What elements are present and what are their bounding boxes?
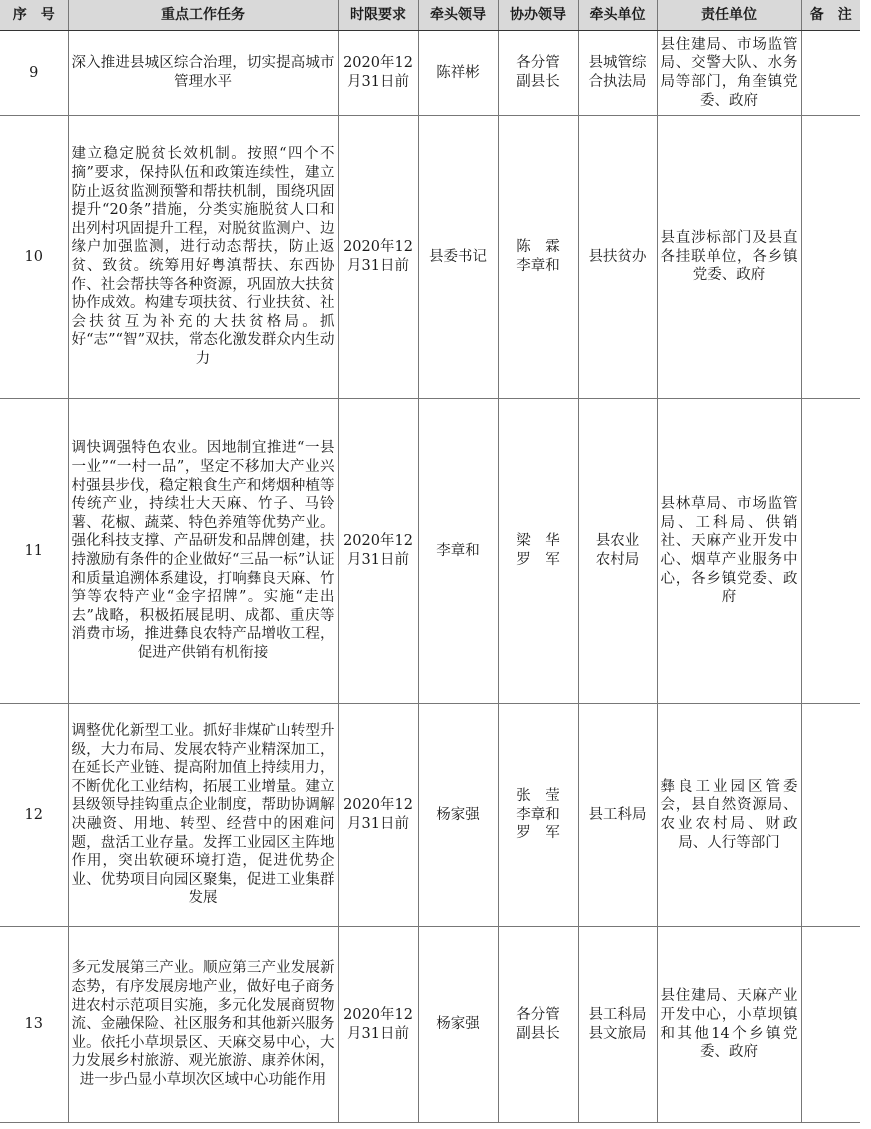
assist-cell xyxy=(498,399,578,704)
assist-line: 副县长 xyxy=(516,1025,560,1042)
deadline-cell xyxy=(338,704,418,927)
deadline-line: 2020年12 xyxy=(343,1006,413,1023)
deadline-line: 2020年12 xyxy=(343,55,413,72)
remark-cell xyxy=(801,116,860,399)
lead-unit-line: 农村局 xyxy=(595,552,640,568)
deadline-line: 月31日前 xyxy=(347,74,409,90)
deadline-line: 2020年12 xyxy=(343,797,413,814)
assist-line: 副县长 xyxy=(516,74,560,90)
assist-line: 陈 霖 xyxy=(516,239,560,256)
assist-cell xyxy=(498,704,578,927)
assist-line: 各分管 xyxy=(516,1006,560,1023)
task-cell: 深入推进县城区综合治理，切实提高城市管理水平 xyxy=(68,31,338,116)
lead-unit-cell xyxy=(578,927,657,1123)
resp-unit-cell: 县林草局、市场监管局、工科局、供销社、天麻产业开发中心、烟草产业服务中心，各乡镇党委、政府 xyxy=(657,399,801,704)
deadline-cell xyxy=(338,399,418,704)
resp-unit-cell: 县住建局、天麻产业开发中心，小草坝镇和其他14个乡镇党委、政府 xyxy=(657,927,801,1123)
lead-cell: 李章和 xyxy=(418,399,498,704)
table-row xyxy=(0,31,860,116)
seq-cell: 9 xyxy=(0,31,68,116)
assist-line: 李章和 xyxy=(516,806,560,823)
lead-unit-line: 县扶贫办 xyxy=(588,248,647,265)
deadline-line: 月31日前 xyxy=(347,258,409,274)
table-row xyxy=(0,399,860,704)
assist-line: 梁 华 xyxy=(516,533,560,550)
deadline-cell xyxy=(338,31,418,116)
lead-unit-cell xyxy=(578,704,657,927)
table-header-row xyxy=(0,0,860,31)
lead-unit-cell xyxy=(578,31,657,116)
lead-unit-cell xyxy=(578,116,657,399)
remark-cell xyxy=(801,927,860,1123)
header-task: 重点工作任务 xyxy=(68,0,338,31)
task-cell: 调快调强特色农业。因地制宜推进“一县一业”“一村一品”，坚定不移加大产业兴村强县步伐，稳定粮食生产和烤烟种植等传统产业，持续壮大天麻、竹子、马铃薯、花椒、蔬菜、特色养殖等优势产业。强化科技支撑、产品研发和品牌创建，扶持激励有条件的企业做好“三品一标”认证和质量追溯体系建设，打响彝良天麻、竹笋等农特产业“金字招牌”。实施“走出去”战略，积极拓展昆明、成都、重庆等消费市场，推进彝良农特产品增收工程，促进产供销有机衔接 xyxy=(68,399,338,704)
seq-cell: 10 xyxy=(0,116,68,399)
lead-unit-line: 合执法局 xyxy=(588,74,647,90)
assist-line: 罗 军 xyxy=(516,825,560,842)
lead-unit-line: 县工科局 xyxy=(588,806,647,823)
header-remark: 备 注 xyxy=(801,0,860,31)
deadline-line: 月31日前 xyxy=(347,552,409,568)
header-assist: 协办领导 xyxy=(498,0,578,31)
header-resp-unit: 责任单位 xyxy=(657,0,801,31)
task-cell: 建立稳定脱贫长效机制。按照“四个不摘”要求，保持队伍和政策连续性，建立防止返贫监测预警和帮扶机制，围绕巩固提升“20条”措施，分类实施脱贫人口和出列村巩固提升工程，对脱贫监测户、边缘户加强监测，进行动态帮扶，防止返贫、致贫。统筹用好粤滇帮扶、东西协作、社会帮扶等各种资源，巩固放大扶贫协作成效。构建专项扶贫、行业扶贫、社会扶贫互为补充的大扶贫格局。抓好“志”“智”双扶，常态化激发群众内生动力 xyxy=(68,116,338,399)
header-lead-unit: 牵头单位 xyxy=(578,0,657,31)
assist-cell xyxy=(498,927,578,1123)
deadline-cell xyxy=(338,927,418,1123)
header-seq: 序 号 xyxy=(0,0,68,31)
assist-line: 罗 军 xyxy=(516,552,560,568)
lead-cell: 县委书记 xyxy=(418,116,498,399)
lead-unit-line: 县工科局 xyxy=(588,1006,647,1023)
deadline-cell xyxy=(338,116,418,399)
deadline-line: 2020年12 xyxy=(343,533,413,550)
lead-unit-line: 县文旅局 xyxy=(588,1025,647,1042)
header-deadline: 时限要求 xyxy=(338,0,418,31)
resp-unit-cell: 县住建局、市场监管局、交警大队、水务局等部门，角奎镇党委、政府 xyxy=(657,31,801,116)
assist-line: 各分管 xyxy=(516,55,560,72)
assist-line: 李章和 xyxy=(516,258,560,274)
lead-cell: 杨家强 xyxy=(418,704,498,927)
task-cell: 调整优化新型工业。抓好非煤矿山转型升级，大力布局、发展农特产业精深加工，在延长产业链、提高附加值上持续用力，不断优化工业结构，拓展工业增量。建立县级领导挂钩重点企业制度，帮助协调解决融资、用地、转型、经营中的困难问题，盘活工业存量。发挥工业园区主阵地作用，突出软硬环境打造，促进优势企业、优势项目向园区聚集，促进工业集群发展 xyxy=(68,704,338,927)
deadline-line: 月31日前 xyxy=(347,1025,409,1042)
task-cell: 多元发展第三产业。顺应第三产业发展新态势，有序发展房地产业，做好电子商务进农村示范项目实施，多元化发展商贸物流、金融保险、社区服务和其他新兴服务业。依托小草坝景区、天麻交易中心，大力发展乡村旅游、观光旅游、康养休闲，进一步凸显小草坝次区域中心功能作用 xyxy=(68,927,338,1123)
table-row xyxy=(0,704,860,927)
header-lead: 牵头领导 xyxy=(418,0,498,31)
assist-line: 张 莹 xyxy=(516,788,560,805)
lead-cell: 杨家强 xyxy=(418,927,498,1123)
remark-cell xyxy=(801,704,860,927)
lead-cell: 陈祥彬 xyxy=(418,31,498,116)
remark-cell xyxy=(801,31,860,116)
resp-unit-cell: 县直涉标部门及县直各挂联单位，各乡镇党委、政府 xyxy=(657,116,801,399)
lead-unit-line: 县城管综 xyxy=(588,55,647,72)
assist-cell xyxy=(498,116,578,399)
table-row xyxy=(0,927,860,1123)
seq-cell: 12 xyxy=(0,704,68,927)
lead-unit-cell xyxy=(578,399,657,704)
seq-cell: 11 xyxy=(0,399,68,704)
deadline-line: 2020年12 xyxy=(343,239,413,256)
lead-unit-line: 县农业 xyxy=(595,533,640,550)
assist-cell xyxy=(498,31,578,116)
table-row xyxy=(0,116,860,399)
seq-cell: 13 xyxy=(0,927,68,1123)
remark-cell xyxy=(801,399,860,704)
resp-unit-cell: 彝良工业园区管委会，县自然资源局、农业农村局、财政局、人行等部门 xyxy=(657,704,801,927)
deadline-line: 月31日前 xyxy=(347,816,409,832)
